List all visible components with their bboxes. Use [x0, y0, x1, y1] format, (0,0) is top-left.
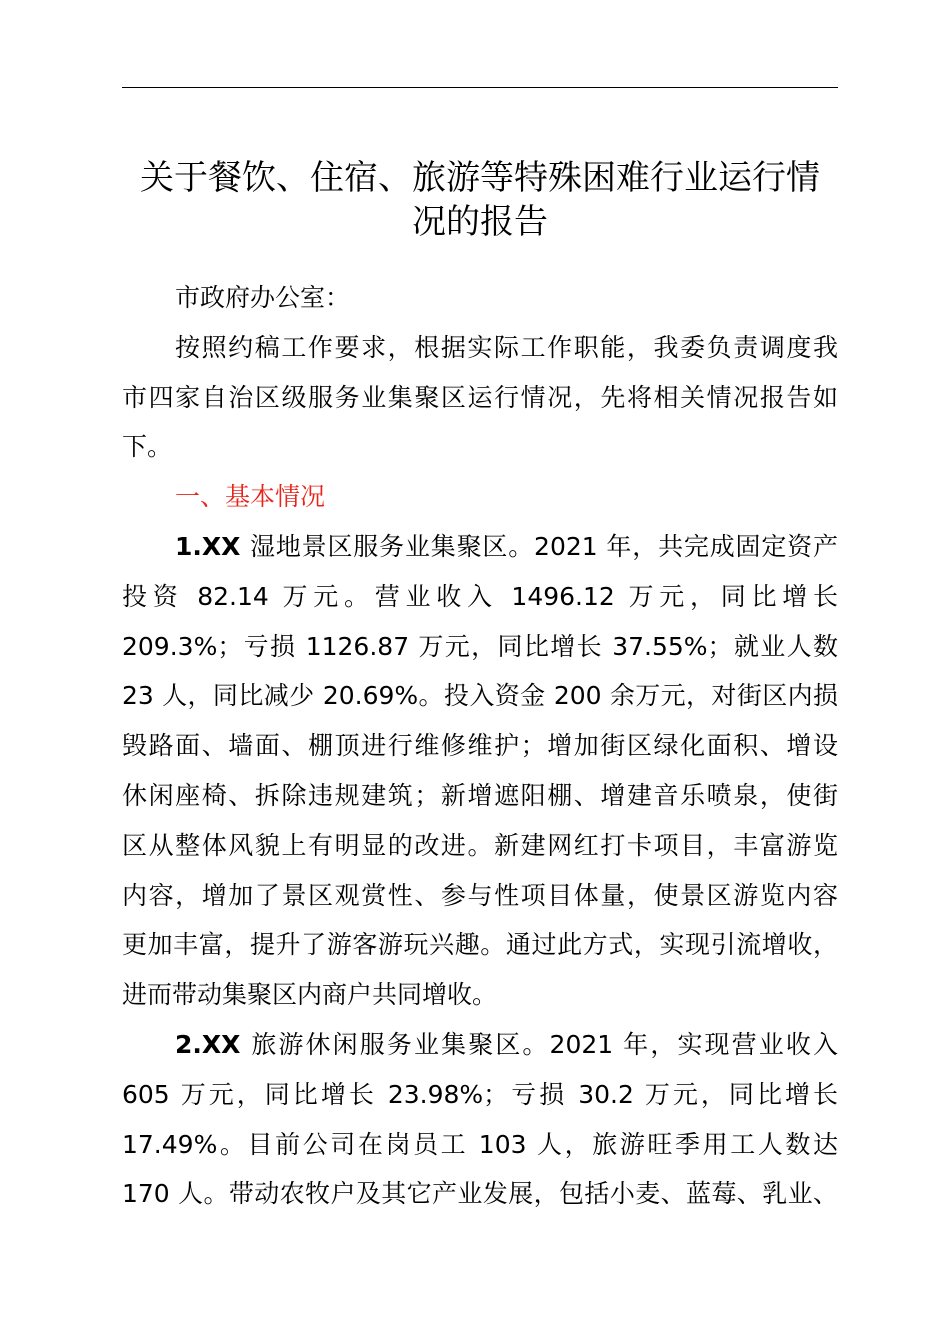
intro-line-2: 市四家自治区级服务业集聚区运行情况，先将相关情况报告如 — [122, 382, 838, 412]
item-1-line: 209.3%；亏损 1126.87 万元，同比增长 37.55%；就业人数 — [122, 631, 838, 661]
item-2-line: 605 万元，同比增长 23.98%；亏损 30.2 万元，同比增长 — [122, 1079, 838, 1109]
item-2-first-line — [122, 1020, 838, 1070]
item-2-first-text: 旅游休闲服务业集聚区。2021 年，实现营业收入 — [249, 1029, 838, 1059]
item-1-last-line: 进而带动集聚区内商户共同增收。 — [122, 980, 498, 1010]
item-2-line: 17.49%。目前公司在岗员工 103 人，旅游旺季用工人数达 — [122, 1129, 838, 1159]
item-1-line: 投资 82.14 万元。营业收入 1496.12 万元，同比增长 — [122, 581, 838, 611]
item-1-line: 毁路面、墙面、棚顶进行维修维护；增加街区绿化面积、增设 — [122, 731, 838, 761]
item-1-line: 区从整体风貌上有明显的改进。新建网红打卡项目，丰富游览 — [122, 830, 838, 860]
document-body — [122, 273, 838, 1219]
item-1-line: 休闲座椅、拆除违规建筑；新增遮阳棚、增建音乐喷泉，使街 — [122, 780, 838, 810]
item-1-line: 内容，增加了景区观赏性、参与性项目体量，使景区游览内容 — [122, 880, 838, 910]
item-2-line: 170 人。带动农牧户及其它产业发展，包括小麦、蓝莓、乳业、 — [122, 1179, 838, 1209]
intro-line-1: 按照约稿工作要求，根据实际工作职能，我委负责调度我 — [175, 332, 838, 362]
item-1-first-text: 湿地景区服务业集聚区。2021 年，共完成固定资产 — [249, 531, 838, 561]
section-heading: 一、基本情况 — [175, 482, 326, 512]
header-rule — [122, 87, 838, 88]
title-line-2: 况的报告 — [412, 202, 548, 242]
salutation: 市政府办公室： — [175, 283, 351, 312]
item-1-label: 1.XX — [175, 531, 241, 561]
item-1-line: 23 人，同比减少 20.69%。投入资金 200 余万元，对街区内损 — [122, 681, 838, 711]
item-1-line: 更加丰富，提升了游客游玩兴趣。通过此方式，实现引流增收， — [122, 930, 838, 960]
title-line-1: 关于餐饮、住宿、旅游等特殊困难行业运行情 — [140, 158, 820, 198]
document-title — [122, 156, 838, 244]
intro-line-3: 下。 — [122, 432, 173, 462]
item-2-label: 2.XX — [175, 1029, 241, 1059]
item-1-first-line — [122, 522, 838, 572]
